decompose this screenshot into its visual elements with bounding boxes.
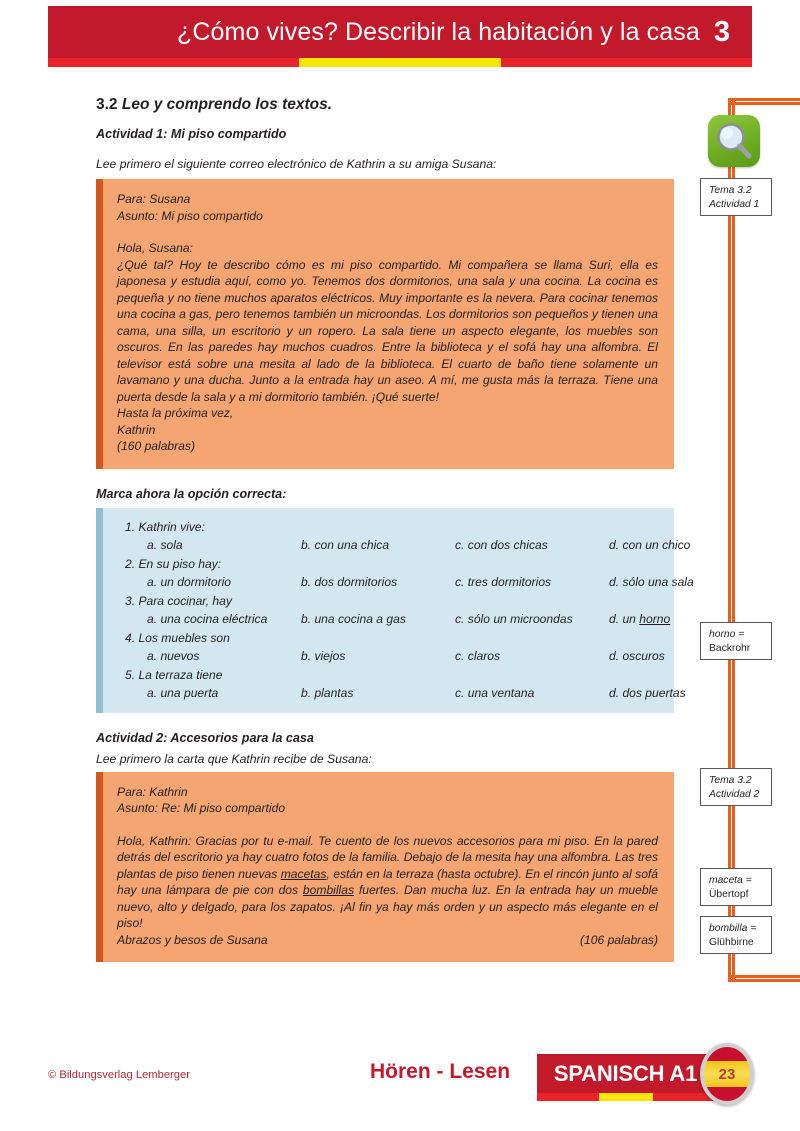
quiz-instruction: Marca ahora la opción correcta: <box>96 486 287 501</box>
option-c[interactable]: c. una ventana <box>455 686 535 700</box>
question-options-row <box>103 684 686 703</box>
header-stripe <box>48 58 752 67</box>
activity1-email-box <box>96 179 674 469</box>
email1-closing: Hasta la próxima vez, <box>117 406 234 420</box>
note-line-2: Backrohr <box>709 642 751 654</box>
email1-subject: Asunto: Mi piso compartido <box>117 208 263 223</box>
option-d[interactable]: d. un horno <box>609 612 671 626</box>
copyright-text: © Bildungsverlag Lemberger <box>48 1069 190 1081</box>
email2-subject: Asunto: Re: Mi piso compartido <box>117 801 286 815</box>
spacer <box>117 224 658 240</box>
question-prompt: 5. La terraza tiene <box>125 667 223 682</box>
note-line-2: Actividad 2 <box>709 788 760 800</box>
page-title: ¿Cómo vives? Describir la habitación y la casa <box>176 17 700 46</box>
email1-to: Para: Susana <box>117 192 191 206</box>
page-number-badge <box>700 1043 754 1105</box>
option-b[interactable]: b. una cocina a gas <box>301 612 406 626</box>
rail-line-1 <box>728 98 731 982</box>
stripe-red-left <box>537 1093 599 1101</box>
section-number: 3.2 <box>96 96 118 113</box>
email2-body-part2: , están en la terraza (hasta octubre). En el rincón junto al sofá hay una lámpara de pie con dos <box>117 866 659 897</box>
option-c[interactable]: c. sólo un microondas <box>455 612 573 626</box>
email1-body: ¿Qué tal? Hoy te describo cómo es mi piso compartido. Mi compañera se llama Suri, ella es japonesa y estudia aquí, como yo. Tenemos dos dormitorios, una sala y una cocina. La cocina es pequeña y no tiene muchos aparatos eléctricos. Muy importante es la nevera. Para cocinar tenemos una cocina a gas, pero tenemos también un microondas. Los dormitorios son pequeños y tienen una cama, una silla, un escritorio y un ropero. La sala tiene un aspecto elegante, los muebles son oscuros. En las paredes hay muchos cuadros. Entre la biblioteca y el sofá hay una alfombra. El televisor está sobre una mesita al lado de la biblioteca. El cuarto de baño tiene solamente un lavamano y una ducha. Junto a la entrada hay un aseo. A mí, me gusta más la terraza. Tiene una puerta desde la sala y a mi dormitorio también. ¡Qué suerte! <box>117 257 658 404</box>
question-options-row <box>103 536 691 555</box>
activity2-instruction: Lee primero la carta que Kathrin recibe de Susana: <box>96 751 372 766</box>
note-line-1: Tema 3.2 <box>709 185 752 196</box>
rail-bottom-connector <box>728 975 800 982</box>
question-options-row <box>103 610 674 629</box>
course-badge <box>537 1054 714 1104</box>
main-content <box>96 96 694 962</box>
option-a[interactable]: a. una cocina eléctrica <box>147 612 268 626</box>
header-red-bar <box>48 6 752 58</box>
rail-top-line-2 <box>728 102 800 105</box>
rail-line-2 <box>732 98 735 982</box>
email2-wordcount: (106 palabras) <box>580 932 658 947</box>
rail-bottom-line-2 <box>728 979 800 982</box>
option-a[interactable]: a. sola <box>147 538 183 552</box>
activity2-email-box <box>96 772 674 963</box>
option-b[interactable]: b. plantas <box>301 686 354 700</box>
rail-bottom-line-1 <box>728 975 800 978</box>
option-a[interactable]: a. un dormitorio <box>147 575 232 589</box>
note-line-1: maceta = <box>709 875 752 886</box>
note-line-2: Actividad 1 <box>709 198 760 210</box>
vocab-underlined-bombillas: bombillas <box>302 883 355 897</box>
question-prompt: 3. Para cocinar, hay <box>125 593 232 608</box>
option-d[interactable]: d. dos puertas <box>609 686 686 700</box>
course-label: SPANISCH A1 <box>553 1060 698 1086</box>
email2-body-part3: fuertes. Dan mucha luz. En la entrada hay un mueble nuevo, alto y delgado, para los zapatos. ¡Al fin ya hay más orden y un aspecto más elegante en el piso! <box>117 883 658 930</box>
option-a[interactable]: a. una puerta <box>147 686 219 700</box>
question-prompt: 2. En su piso hay: <box>125 556 222 571</box>
sidebar-note-tema-actividad-1 <box>700 178 772 216</box>
option-d[interactable]: d. sólo una sala <box>609 575 694 589</box>
activity2-heading: Actividad 2: Accesorios para la casa <box>96 730 314 745</box>
rail-vertical <box>728 98 736 982</box>
section-title-text: Leo y comprendo los textos. <box>121 96 333 113</box>
unit-number: 3 <box>713 15 730 48</box>
magnifier-icon <box>708 115 760 167</box>
stripe-red-right <box>653 1093 715 1101</box>
note-line-1: bombilla = <box>709 923 757 934</box>
email2-body <box>117 833 658 932</box>
note-line-1: Tema 3.2 <box>709 775 752 786</box>
stripe-yellow <box>599 1093 653 1101</box>
email1-wordcount: (160 palabras) <box>117 439 195 453</box>
skills-label: Hören - Lesen <box>370 1060 511 1083</box>
option-c[interactable]: c. tres dormitorios <box>455 575 552 589</box>
email1-greeting: Hola, Susana: <box>117 241 193 255</box>
option-a[interactable]: a. nuevos <box>147 649 200 663</box>
email2-to: Para: Kathrin <box>117 784 188 799</box>
email2-closing: Abrazos y besos de Susana <box>117 932 268 947</box>
question-options-row <box>103 647 674 666</box>
sidebar-note-bombilla <box>700 916 772 954</box>
page-footer <box>0 1045 800 1131</box>
option-c[interactable]: c. con dos chicas <box>455 538 548 552</box>
email2-body-part1: Hola, Kathrin: Gracias por tu e-mail. Te cuento de los nuevos accesorios para mi piso. En la pared detrás del escritorio ya hay cuatro fotos de la familia. Debajo de la mesita hay una alfombra. Las tres plantas de piso tienen nuevas <box>117 833 658 881</box>
vocab-underlined-macetas: macetas <box>280 866 327 881</box>
rail-top-line-1 <box>728 98 800 101</box>
option-c[interactable]: c. claros <box>455 649 501 663</box>
sidebar-note-tema-actividad-2 <box>700 768 772 806</box>
rail-top-connector <box>728 98 800 105</box>
option-d[interactable]: d. con un chico <box>609 538 691 552</box>
option-b[interactable]: b. dos dormitorios <box>301 575 398 589</box>
stripe-yellow <box>299 58 501 67</box>
option-b[interactable]: b. viejos <box>301 649 346 663</box>
activity1-heading: Actividad 1: Mi piso compartido <box>96 127 287 141</box>
note-line-1: horno = <box>709 629 745 640</box>
page-number: 23 <box>718 1065 736 1083</box>
question-prompt: 1. Kathrin vive: <box>125 519 205 534</box>
question-options-row <box>103 573 694 592</box>
option-d[interactable]: d. oscuros <box>609 649 665 663</box>
question-prompt: 4. Los muebles son <box>125 630 230 645</box>
vocab-underlined-horno: horno <box>639 612 671 626</box>
quiz-answers-box <box>96 508 694 713</box>
note-line-2: Glühbirne <box>709 936 754 948</box>
stripe-red-right <box>501 58 752 67</box>
option-b[interactable]: b. con una chica <box>301 538 390 552</box>
course-badge-stripe <box>537 1093 714 1101</box>
email1-signature: Kathrin <box>117 422 156 437</box>
sidebar-note-horno <box>700 622 772 660</box>
sidebar-note-maceta <box>700 868 772 906</box>
page-header <box>48 6 752 68</box>
spanish-flag-icon <box>704 1047 750 1101</box>
section-title <box>96 96 674 114</box>
email2-signature-row <box>117 932 658 949</box>
activity1-instruction: Lee primero el siguiente correo electrónico de Kathrin a su amiga Susana: <box>96 157 497 171</box>
stripe-red-left <box>48 58 299 67</box>
note-line-2: Übertopf <box>709 888 749 900</box>
margin-sidebar <box>700 98 800 998</box>
spacer <box>117 817 658 833</box>
